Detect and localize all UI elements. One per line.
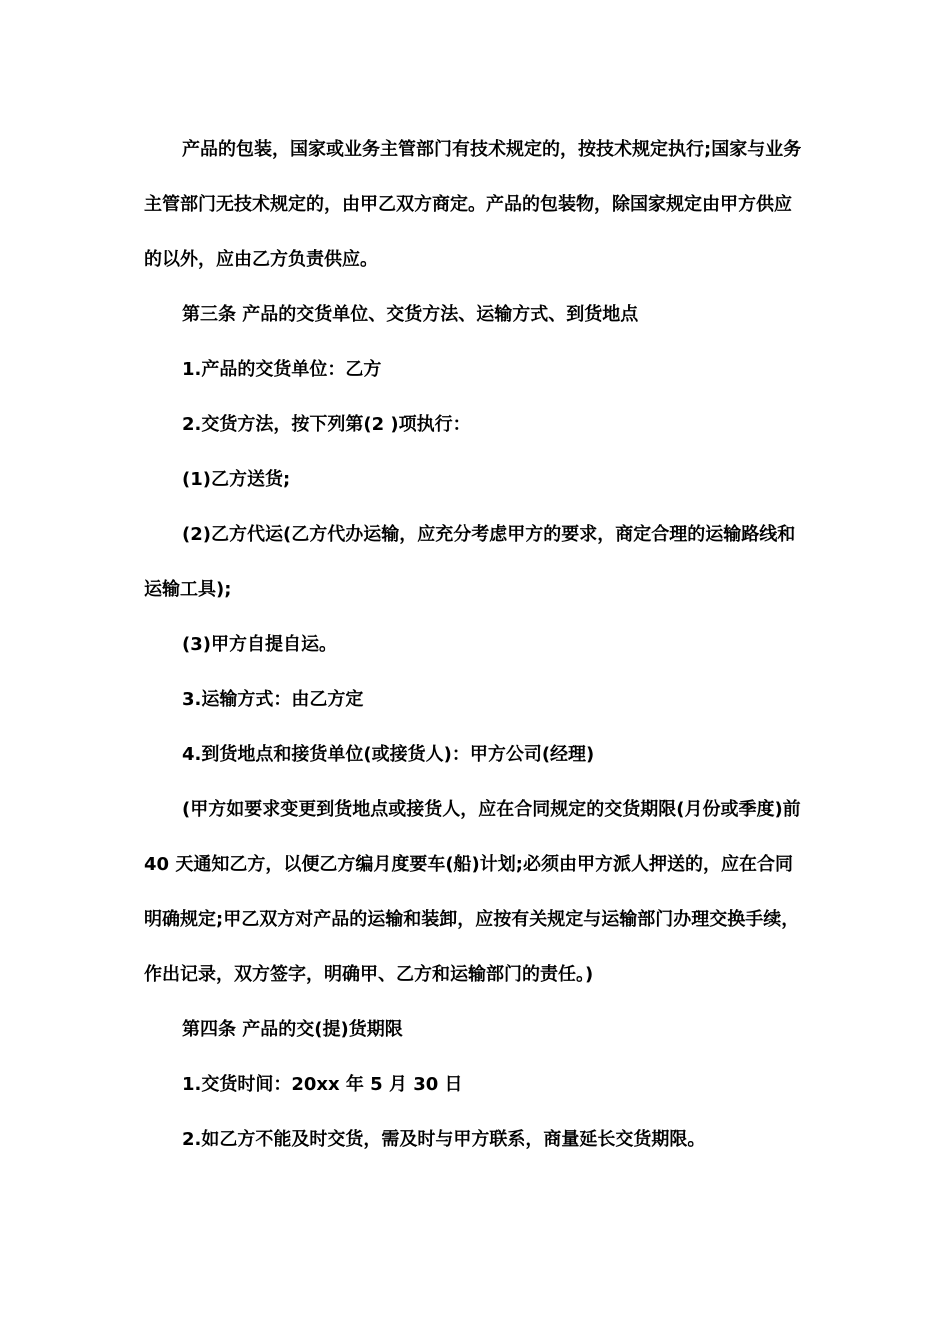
paragraph-change-notice: (甲方如要求变更到货地点或接货人，应在合同规定的交货期限(月份或季度)前 40 天通知乙方，以便乙方编月度要车(船)计划;必须由甲方派人押送的，应在合同明确规定;甲乙双方对产品的运输和装卸，应按有关规定与运输部门办理交换手续，作出记录，双方签字，明确甲、乙方和运输部门的责任。) xyxy=(144,799,801,985)
paragraph-packaging: 产品的包装，国家或业务主管部门有技术规定的，按技术规定执行;国家与业务主管部门无技术规定的，由甲乙双方商定。产品的包装物，除国家规定由甲方供应的以外，应由乙方负责供应。 xyxy=(144,139,802,270)
article-3-heading: 第三条 产品的交货单位、交货方法、运输方式、到货地点 xyxy=(182,304,639,325)
paragraph-transport-method: 3.运输方式：由乙方定 xyxy=(182,689,364,710)
paragraph-delivery-time: 1.交货时间：20xx 年 5 月 30 日 xyxy=(182,1074,463,1095)
paragraph-delay-clause: 2.如乙方不能及时交货，需及时与甲方联系，商量延长交货期限。 xyxy=(182,1129,706,1150)
paragraph-option-2: (2)乙方代运(乙方代办运输，应充分考虑甲方的要求，商定合理的运输路线和运输工具); xyxy=(144,524,796,600)
document-body xyxy=(144,122,809,1167)
article-4-heading: 第四条 产品的交(提)货期限 xyxy=(182,1019,403,1040)
paragraph-delivery-method: 2.交货方法，按下列第(2 )项执行： xyxy=(182,414,471,435)
paragraph-delivery-location: 4.到货地点和接货单位(或接货人)：甲方公司(经理) xyxy=(182,744,595,765)
paragraph-option-3: (3)甲方自提自运。 xyxy=(182,634,337,655)
paragraph-option-1: (1)乙方送货; xyxy=(182,469,291,490)
paragraph-delivery-unit: 1.产品的交货单位：乙方 xyxy=(182,359,382,380)
